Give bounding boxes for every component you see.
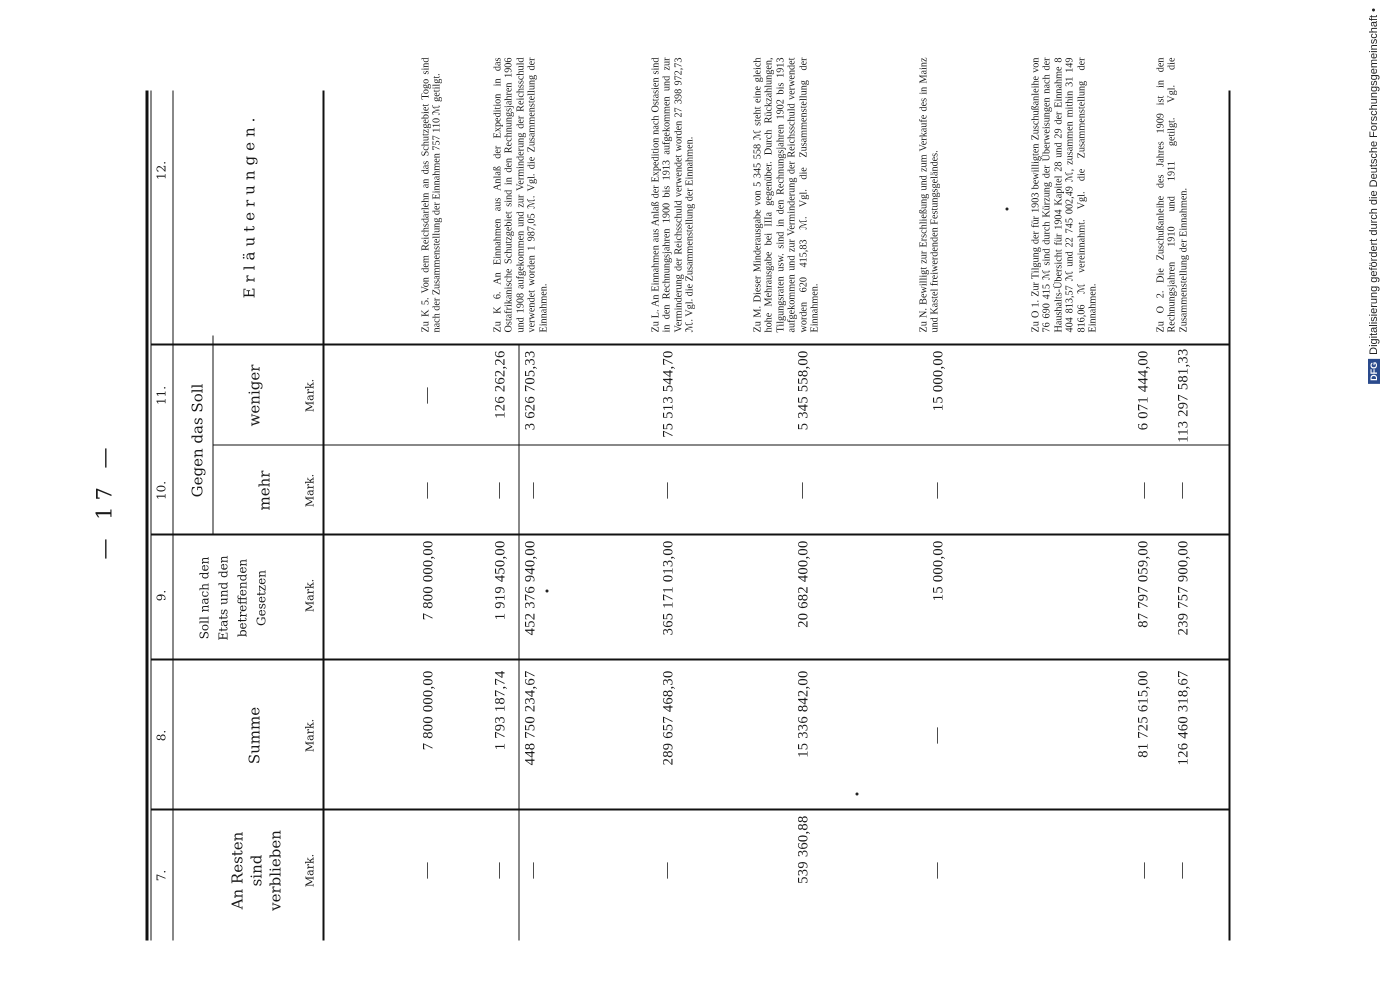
cell-more: — [418, 482, 435, 498]
header-explanations: Erläuterungen. [240, 112, 258, 298]
cell-less: 15 000,00 [930, 350, 946, 411]
header-bottom-rule [322, 90, 324, 940]
explanation-note: Zu O 2. Die Zuschußanleihe des Jahres 1909 ist in den Rechnungsjahren 1910 und 1911 getilgt. Vgl. die Zusammenstellung der Einnahmen. [1155, 57, 1189, 332]
cell-sum: 15 336 842,00 [795, 670, 811, 758]
table-top-rule-inner [150, 90, 151, 940]
cell-sum: 448 750 234,67 [522, 670, 538, 765]
cell-less: 126 262,26 [492, 350, 508, 419]
cell-target: 452 376 940,00 [522, 540, 538, 635]
cell-less: 75 513 544,70 [660, 350, 676, 438]
cell-remaining: — [1135, 862, 1152, 878]
cell-more: — [658, 482, 675, 498]
column-number-10: 10. [154, 480, 168, 500]
cell-more: — [928, 482, 945, 498]
unit-label: Mark. [303, 853, 316, 887]
explanation-note: Zu M. Dieser Minderausgabe von 5 345 558 ℳ steht eine gleich hohe Mehrausgabe bei IIIa gegenüber. Durch Rückzahlungen, Tilgungsraten usw. sind in den Rechnungsjahren 1902 bis 1913 aufgekommen und zur Verminderung der Reichsschuld verwendet worden 620 415,83 ℳ. Vgl. die Zusammenstellung der Einnahmen. [752, 57, 821, 332]
col-divider [212, 444, 1230, 445]
cell-remaining: — [928, 862, 945, 878]
column-number-12: 12. [154, 160, 168, 180]
scan-speck [1005, 207, 1008, 210]
explanation-note: Zu O 1. Zur Tilgung der für 1903 bewilligten Zuschußanleihe von 76 690 415 ℳ sind durch Kürzung der Überweisungen nach der Haushalts-Übersicht für 1904 Kapitel 28 und 29 der Einnahme 8 404 813,57 ℳ und 22 745 002,49 ℳ, zusammen mithin 31 149 816,06 ℳ vereinnahmt. Vgl. die Zusammenstellung der Einnahmen. [1030, 57, 1099, 332]
group-header-rule [212, 335, 213, 535]
col-divider [150, 533, 1230, 535]
explanation-note: Zu N. Bewilligt zur Erschließung und zum Verkaufe des in Mainz und Kastel freiwerdenden Festungsgeländes. [918, 57, 941, 332]
column-number-7: 7. [154, 869, 168, 881]
cell-target: 15 000,00 [930, 540, 946, 601]
cell-remaining: — [1173, 862, 1190, 878]
cell-remaining: — [658, 862, 675, 878]
cell-sum: 126 460 318,67 [1175, 670, 1191, 765]
header-sum: Summe [245, 706, 263, 764]
cell-more: — [490, 482, 507, 498]
col-divider [150, 343, 1230, 345]
cell-target: 365 171 013,00 [660, 540, 676, 635]
cell-remaining: — [418, 862, 435, 878]
colnum-rule [172, 90, 173, 940]
cell-remaining: 539 360,88 [795, 815, 811, 884]
cell-more: — [1135, 482, 1152, 498]
cell-sum: — [928, 727, 945, 743]
cell-sum: 7 800 000,00 [420, 670, 436, 750]
header-target-per-budget: Soll nach den Etats und den betreffenden Gesetzen [197, 555, 268, 640]
unit-label: Mark. [303, 473, 316, 507]
column-number-9: 9. [154, 589, 168, 601]
header-against-target: Gegen das Soll [188, 383, 206, 497]
cell-target: 1 919 450,00 [492, 540, 508, 620]
unit-label: Mark. [303, 378, 316, 412]
cell-sum: 81 725 615,00 [1135, 670, 1151, 758]
dfg-logo: DFG [1368, 359, 1380, 384]
column-number-8: 8. [154, 729, 168, 741]
cell-less: 113 297 581,33 [1175, 348, 1191, 443]
cell-sum: 1 793 187,74 [492, 670, 508, 750]
cell-less: 3 626 705,33 [522, 350, 538, 430]
section-rule-right [518, 345, 519, 520]
cell-remaining: — [490, 862, 507, 878]
cell-more: — [793, 482, 810, 498]
scan-speck [855, 792, 858, 795]
cell-less: 6 071 444,00 [1135, 350, 1151, 430]
column-number-11: 11. [154, 385, 168, 405]
unit-label: Mark. [303, 718, 316, 752]
cell-remaining: — [524, 862, 541, 878]
cell-more: — [524, 482, 541, 498]
unit-label: Mark. [303, 578, 316, 612]
cell-target: 7 800 000,00 [420, 540, 436, 620]
explanation-note: Zu L. An Einnahmen aus Anlaß der Expedition nach Ostasien sind in den Rechnungsjahren 1900 bis 1913 aufgekommen und zur Verminderung der Reichsschuld verwendet worden 27 398 972,73 ℳ. Vgl. die Zusammenstellung der Einnahmen. [650, 57, 696, 332]
cell-more: — [1173, 482, 1190, 498]
page-number: — 17 — [92, 440, 116, 560]
cell-target: 239 757 900,00 [1175, 540, 1191, 635]
dfg-funding-note [1368, 8, 1380, 384]
cell-less: — [418, 387, 435, 403]
cell-sum: 289 657 468,30 [660, 670, 676, 765]
cell-target: 87 797 059,00 [1135, 540, 1151, 628]
explanation-note: Zu K 6. An Einnahmen aus Anlaß der Expedition in das Ostafrikanische Schutzgebiet sind in den Rechnungsjahren 1906 und 1908 aufgekommen und zur Verminderung der Reichsschuld verwendet worden 1 987,05 ℳ. Vgl. die Zusammenstellung der Einnahmen. [492, 57, 549, 332]
table-bottom-rule [1228, 90, 1230, 940]
col-divider [150, 808, 1230, 810]
cell-less: 5 345 558,00 [795, 350, 811, 430]
table-top-rule-outer [145, 90, 148, 940]
col-divider [150, 658, 1230, 660]
explanation-note: Zu K 5. Von dem Reichsdarlehn an das Schutzgebiet Togo sind nach der Zusammenstellung der Einnahmen 757 110 ℳ getilgt. [420, 57, 443, 332]
dfg-text: Digitalisierung gefördert durch die Deutsche Forschungsgemeinschaft • [1368, 8, 1380, 355]
scan-speck [545, 589, 548, 592]
header-more: mehr [255, 470, 273, 510]
header-remaining-balances: An Resten sind verblieben [228, 829, 284, 911]
header-less: weniger [245, 364, 263, 426]
section-rule [518, 520, 519, 940]
cell-target: 20 682 400,00 [795, 540, 811, 628]
